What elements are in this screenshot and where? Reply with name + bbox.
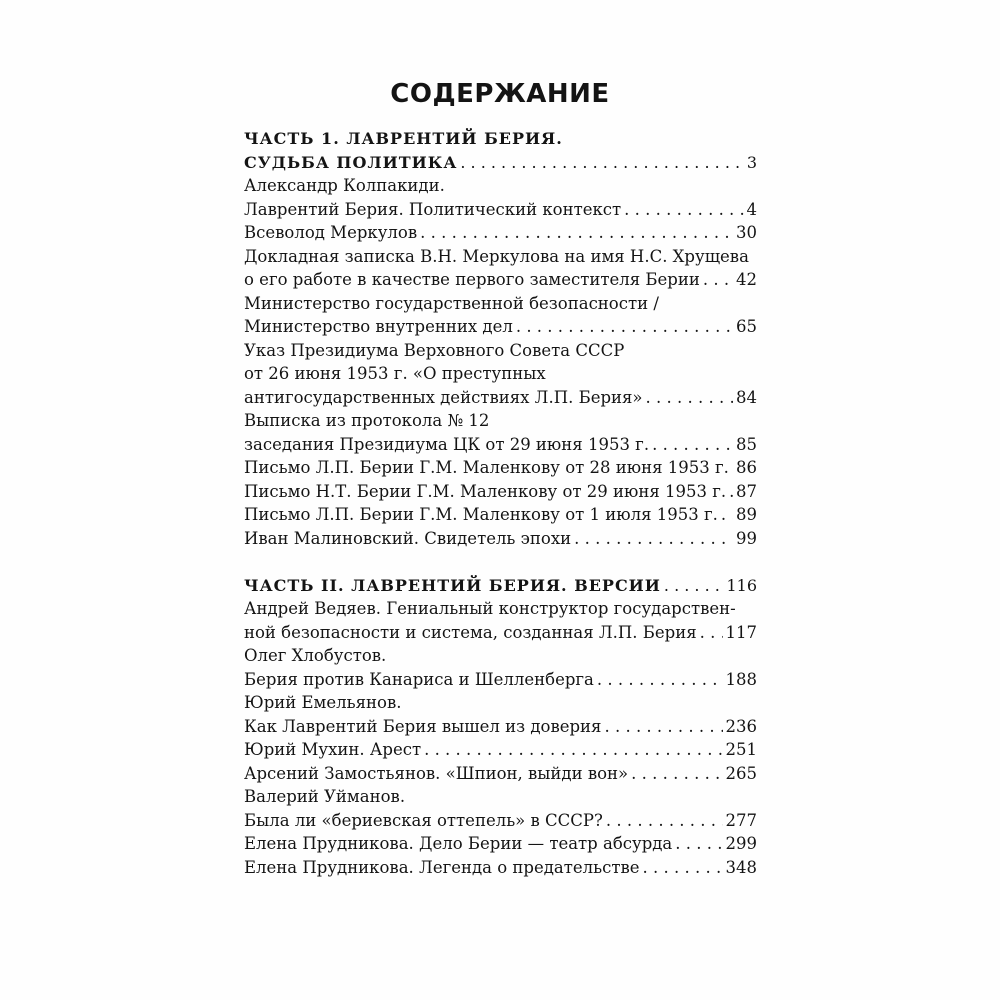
leader-dots (700, 621, 723, 645)
part1-heading-line1: ЧАСТЬ 1. ЛАВРЕНТИЙ БЕРИЯ. (244, 129, 563, 148)
page-number: 89 (736, 505, 757, 524)
leader-dots (606, 809, 723, 833)
toc-entry (244, 456, 757, 480)
page-number: 188 (725, 669, 757, 689)
toc-entry-text: Министерство государственной безопасности / (244, 293, 659, 313)
toc-entry-text: Докладная записка В.Н. Меркулова на имя Н.С. Хрущева (244, 246, 749, 266)
leader-dots (604, 715, 722, 739)
page-number: 116 (726, 575, 757, 595)
toc-entry (244, 503, 757, 527)
section-gap (244, 550, 757, 574)
toc-entry (244, 856, 757, 880)
toc-entry (244, 245, 757, 269)
toc-entry (244, 527, 757, 551)
toc-entry-text: Арсений Замостьянов. «Шпион, выйди вон» (244, 763, 629, 783)
toc-entry-text: Всеволод Меркулов (244, 223, 418, 242)
page-number: 265 (725, 763, 757, 783)
page-number: 117 (725, 622, 757, 642)
toc-entry-text: от 26 июня 1953 г. «О преступных (244, 364, 546, 383)
toc-entry (244, 480, 757, 504)
toc-entry-text: Берия против Канариса и Шелленберга (244, 669, 594, 689)
toc-entry (244, 621, 757, 645)
toc-entry (244, 362, 757, 386)
toc-entry-text: заседания Президиума ЦК от 29 июня 1953 г. (244, 434, 650, 454)
toc-entry-text: ной безопасности и система, созданная Л.П. Берия (244, 622, 697, 642)
page-number: 4 (746, 199, 757, 219)
toc-entry-text: Указ Президиума Верховного Совета СССР (244, 340, 625, 360)
toc-entry (244, 597, 757, 621)
toc-entry-text: Письмо Л.П. Берии Г.М. Маленкову от 28 июня 1953 г. (244, 458, 729, 477)
toc-entry-text: Выписка из протокола № 12 (244, 411, 490, 430)
page-number: 30 (736, 223, 757, 242)
page-number: 277 (725, 810, 757, 830)
page-number: 65 (736, 317, 757, 336)
leader-dots (574, 527, 733, 551)
leader-dots (646, 386, 733, 410)
toc-entry (244, 785, 757, 809)
toc-entry (244, 809, 757, 833)
page-number: 42 (736, 270, 757, 289)
page-title: СОДЕРЖАНИЕ (390, 79, 610, 109)
page-number: 84 (736, 387, 757, 407)
toc-entry-text: Андрей Ведяев. Гениальный конструктор государствен- (244, 599, 736, 618)
toc-entry (244, 268, 757, 292)
toc-entry-text: Елена Прудникова. Дело Берии — театр абсурда (244, 834, 673, 853)
leader-dots (460, 151, 743, 175)
toc-entry-text: Иван Малиновский. Свидетель эпохи (244, 528, 572, 548)
toc-entry (244, 292, 757, 316)
leader-dots (516, 315, 733, 339)
part1-heading-line2: СУДЬБА ПОЛИТИКА . . . 3 (244, 151, 757, 175)
page-number: 87 (736, 481, 757, 501)
toc-entry-text: Письмо Н.Т. Берии Г.М. Маленкову от 29 июня 1953 г. (244, 481, 727, 501)
leader-dots (703, 268, 733, 292)
page-number: 348 (725, 857, 757, 877)
toc-entry (244, 762, 757, 786)
toc-entry (244, 221, 757, 245)
toc-entry-text: Юрий Мухин. Арест (244, 740, 422, 759)
toc-entry-text: Письмо Л.П. Берии Г.М. Маленкову от 1 июля 1953 г. (244, 505, 718, 524)
page-number: 86 (736, 458, 757, 477)
leader-dots (420, 221, 733, 245)
toc-entry (244, 715, 757, 739)
page-number: 236 (725, 716, 757, 736)
leader-dots (652, 433, 733, 457)
toc-entry-text: Была ли «бериевская оттепель» в СССР? (244, 810, 603, 830)
leader-dots (675, 832, 722, 856)
toc-entry-text: Юрий Емельянов. (244, 693, 402, 712)
leader-dots (643, 856, 723, 880)
toc-entry (244, 433, 757, 457)
toc-entry (244, 386, 757, 410)
toc-entry (244, 668, 757, 692)
toc-entry-text: Валерий Уйманов. (244, 787, 406, 806)
toc-entry-text: Олег Хлобустов. (244, 646, 387, 665)
leader-dots (732, 456, 733, 480)
toc-entry (244, 409, 757, 433)
toc-entry (244, 339, 757, 363)
toc-entry-text: Как Лаврентий Берия вышел из доверия (244, 716, 602, 736)
leader-dots (424, 738, 722, 762)
toc-entry-text: о его работе в качестве первого заместителя Берии (244, 270, 700, 289)
toc-entry (244, 691, 757, 715)
part2-entries (244, 597, 757, 879)
toc-entry (244, 174, 757, 198)
leader-dots (664, 574, 724, 598)
toc-entry-text: Елена Прудникова. Легенда о предательстве (244, 857, 640, 877)
page-number: 85 (736, 434, 757, 454)
toc-entry-text: антигосударственных действиях Л.П. Берия» (244, 387, 643, 407)
page-number: 3 (746, 152, 757, 172)
toc-entry (244, 832, 757, 856)
toc-entry (244, 315, 757, 339)
toc-entry (244, 738, 757, 762)
toc-entry-text: Министерство внутренних дел (244, 317, 513, 336)
page-number: 99 (736, 528, 757, 548)
leader-dots (631, 762, 722, 786)
leader-dots (729, 480, 733, 504)
toc-entry (244, 644, 757, 668)
part1-entries (244, 174, 757, 550)
toc-entry-text: Александр Колпакиди. (244, 176, 445, 195)
part2-heading: ЧАСТЬ II. ЛАВРЕНТИЙ БЕРИЯ. ВЕРСИИ . . . 116 (244, 574, 757, 598)
leader-dots (721, 503, 733, 527)
toc-entry-text: Лаврентий Берия. Политический контекст (244, 199, 622, 219)
table-of-contents (244, 127, 757, 879)
page-number: 251 (725, 740, 757, 759)
toc-entry (244, 198, 757, 222)
leader-dots (624, 198, 743, 222)
page-number: 299 (725, 834, 757, 853)
leader-dots (597, 668, 723, 692)
